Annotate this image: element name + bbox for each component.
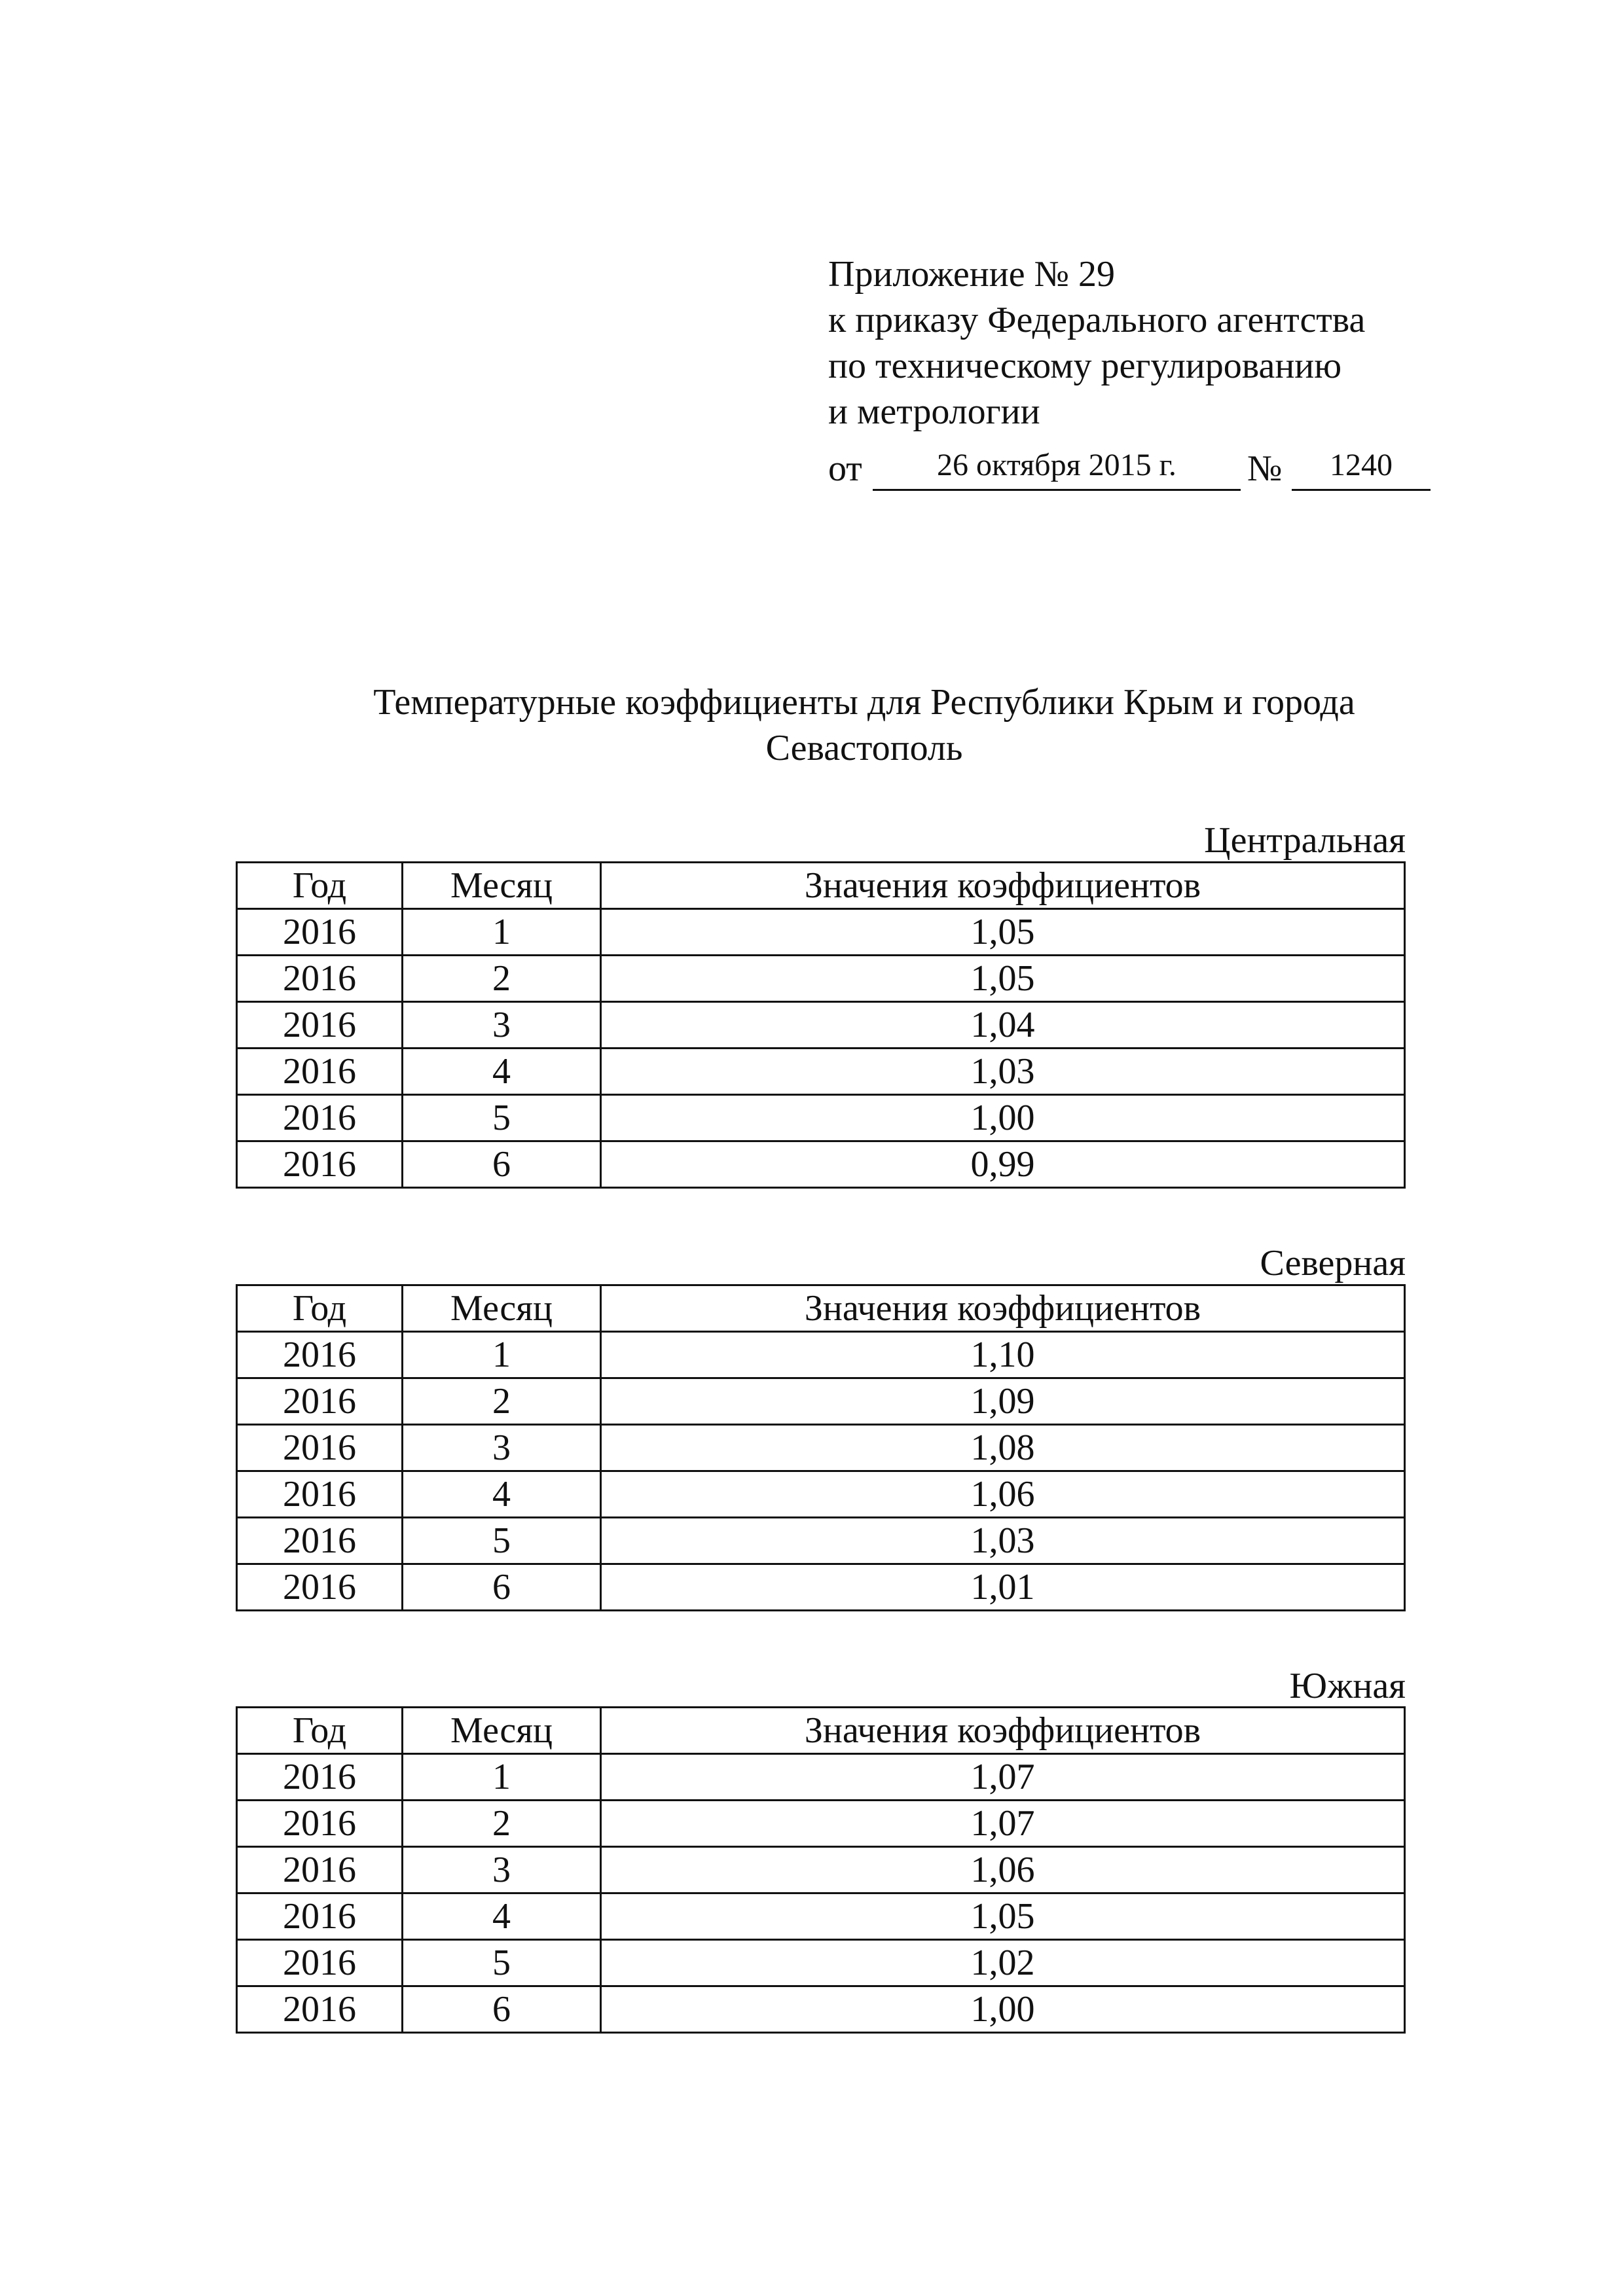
cell-year: 2016 [237,1049,403,1095]
appendix-line: и метрологии [828,391,1040,432]
table-row [237,1425,1405,1471]
column-header-year: Год [237,1708,403,1754]
cell-year: 2016 [237,1471,403,1518]
cell-month: 5 [403,1518,601,1564]
region-label: Центральная [1204,820,1406,861]
column-header-month: Месяц [403,1708,601,1754]
cell-month: 3 [403,1847,601,1893]
cell-year: 2016 [237,1518,403,1564]
cell-value: 1,07 [601,1801,1405,1847]
coefficient-table-north [236,1284,1406,1611]
column-header-value: Значения коэффициентов [601,863,1405,909]
cell-month: 1 [403,1754,601,1801]
table-row [237,1002,1405,1049]
from-label: от [828,448,862,489]
region-label: Северная [1260,1243,1406,1283]
cell-month: 2 [403,1378,601,1425]
cell-value: 1,09 [601,1378,1405,1425]
cell-value: 1,10 [601,1332,1405,1378]
table-row [237,1378,1405,1425]
cell-value: 1,03 [601,1049,1405,1095]
table-row [237,1847,1405,1893]
cell-year: 2016 [237,1893,403,1940]
region-label: Южная [1289,1666,1406,1706]
cell-value: 1,08 [601,1425,1405,1471]
appendix-line: по техническому регулированию [828,346,1342,386]
column-header-month: Месяц [403,1285,601,1332]
cell-value: 1,02 [601,1940,1405,1986]
table-row [237,956,1405,1002]
cell-value: 1,05 [601,956,1405,1002]
cell-month: 1 [403,1332,601,1378]
column-header-year: Год [237,863,403,909]
cell-month: 6 [403,1141,601,1188]
cell-year: 2016 [237,1986,403,2033]
column-header-month: Месяц [403,863,601,909]
table-header-row [237,1285,1405,1332]
cell-month: 1 [403,909,601,956]
cell-value: 1,05 [601,1893,1405,1940]
cell-value: 1,00 [601,1986,1405,2033]
column-header-value: Значения коэффициентов [601,1708,1405,1754]
table-row [237,1141,1405,1188]
cell-value: 1,05 [601,909,1405,956]
cell-year: 2016 [237,1754,403,1801]
cell-value: 1,03 [601,1518,1405,1564]
cell-value: 1,06 [601,1847,1405,1893]
cell-year: 2016 [237,1378,403,1425]
table-row [237,1754,1405,1801]
table-row [237,1518,1405,1564]
order-number: 1240 [1292,450,1431,491]
appendix-header [828,251,1365,435]
cell-month: 6 [403,1986,601,2033]
document-title: Температурные коэффициенты для Республики Крым и города Севастополь [373,682,1355,768]
cell-year: 2016 [237,909,403,956]
cell-month: 3 [403,1002,601,1049]
cell-month: 5 [403,1095,601,1141]
table-header-row [237,1708,1405,1754]
cell-year: 2016 [237,956,403,1002]
table-row [237,1986,1405,2033]
cell-value: 1,01 [601,1564,1405,1611]
cell-value: 1,00 [601,1095,1405,1141]
coefficient-table-central [236,861,1406,1189]
cell-year: 2016 [237,1332,403,1378]
cell-month: 2 [403,956,601,1002]
table-row [237,1893,1405,1940]
cell-month: 4 [403,1893,601,1940]
table-row [237,909,1405,956]
table-row [237,1801,1405,1847]
order-date: 26 октября 2015 г. [873,450,1241,491]
order-reference [828,444,1431,495]
table-row [237,1332,1405,1378]
table-header-row [237,863,1405,909]
cell-month: 6 [403,1564,601,1611]
cell-year: 2016 [237,1801,403,1847]
table-row [237,1940,1405,1986]
cell-value: 1,07 [601,1754,1405,1801]
cell-year: 2016 [237,1141,403,1188]
cell-value: 1,04 [601,1002,1405,1049]
cell-month: 3 [403,1425,601,1471]
cell-year: 2016 [237,1002,403,1049]
appendix-line: Приложение № 29 [828,254,1115,295]
cell-year: 2016 [237,1425,403,1471]
coefficient-table-south [236,1706,1406,2034]
cell-year: 2016 [237,1940,403,1986]
appendix-line: к приказу Федерального агентства [828,300,1366,340]
table-row [237,1049,1405,1095]
cell-month: 5 [403,1940,601,1986]
column-header-value: Значения коэффициентов [601,1285,1405,1332]
cell-year: 2016 [237,1847,403,1893]
column-header-year: Год [237,1285,403,1332]
cell-value: 0,99 [601,1141,1405,1188]
number-label: № [1247,448,1283,489]
cell-year: 2016 [237,1095,403,1141]
table-row [237,1095,1405,1141]
cell-month: 4 [403,1049,601,1095]
table-row [237,1471,1405,1518]
cell-month: 2 [403,1801,601,1847]
table-row [237,1564,1405,1611]
cell-year: 2016 [237,1564,403,1611]
cell-value: 1,06 [601,1471,1405,1518]
cell-month: 4 [403,1471,601,1518]
